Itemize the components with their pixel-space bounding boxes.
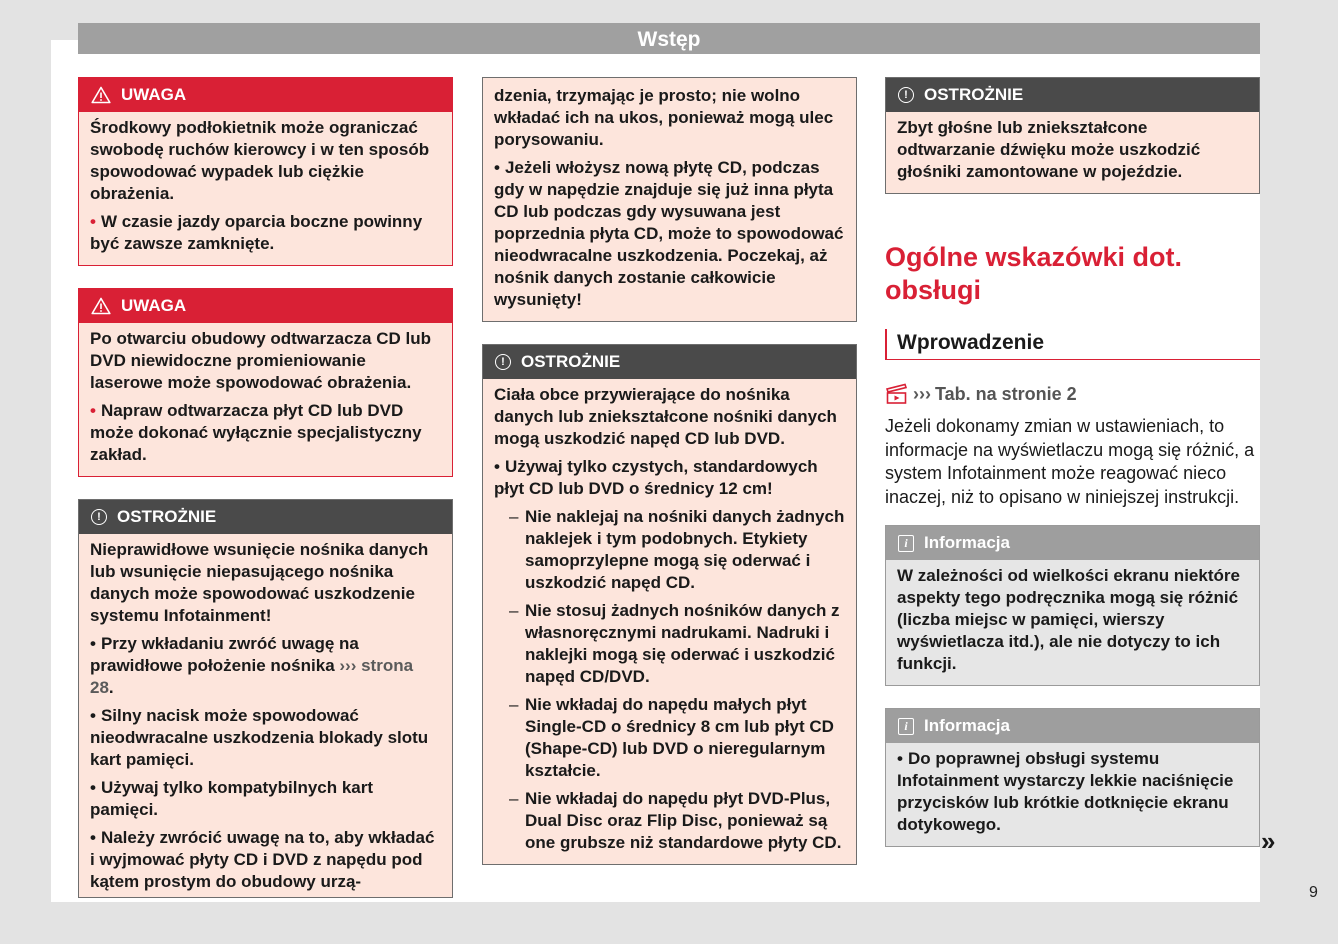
info-box	[885, 525, 1260, 686]
info-icon: i	[898, 535, 914, 552]
caution-bullet: • Przy wkładaniu zwróć uwagę na prawidłowe położenie nośnika ››› strona 28.	[90, 633, 441, 699]
caution-dash-item: – Nie wkładaj do napędu płyt DVD-Plus, Dual Disc oraz Flip Disc, ponieważ są one grubsze niż standardowe płyty CD.	[494, 788, 845, 854]
intro-paragraph: Jeżeli dokonamy zmian w ustawieniach, to informacje na wyświetlaczu mogą się różnić, a system Infotainment może reagować nieco inaczej, niż to opisano w niniejszej instrukcji.	[885, 416, 1255, 507]
caution-box-title: OSTROŻNIE	[521, 352, 621, 371]
warning-bullet: • Napraw odtwarzacza płyt CD lub DVD może dokonać wyłącznie specjalistyczny zakład.	[90, 400, 441, 466]
caution-box-header	[886, 78, 1259, 112]
caution-bullet: • Należy zwrócić uwagę na to, aby wkładać i wyjmować płyty CD i DVD z napędu pod kątem prostym do obudowy urzą-	[90, 827, 441, 893]
section-title: Ogólne wskazówki dot. obsługi	[885, 242, 1183, 305]
caution-box	[482, 344, 857, 865]
caution-dash-item: – Nie wkładaj do napędu małych płyt Single-CD o średnicy 8 cm lub płyt CD (Shape-CD) lub DVD o nieregularnym kształcie.	[494, 694, 845, 782]
warning-triangle-icon	[91, 86, 111, 104]
caution-dash-item: – Nie naklejaj na nośniki danych żadnych naklejek i tym podobnych. Etykiety samoprzylepne mogą się oderwać i uszkodzić napęd CD.	[494, 506, 845, 594]
warning-box-title: UWAGA	[121, 85, 187, 104]
caution-text: dzenia, trzymając je prosto; nie wolno wkładać ich na ukos, ponieważ mogą ulec porysowaniu.	[494, 86, 834, 149]
caution-box	[885, 77, 1260, 194]
cross-reference-arrow: ›››	[339, 656, 357, 675]
exclamation-circle-icon: !	[495, 354, 511, 370]
video-clapper-icon	[885, 383, 909, 405]
caution-bullet: • Używaj tylko kompatybilnych kart pamięci.	[90, 777, 441, 821]
warning-box-title: UWAGA	[121, 296, 187, 315]
caution-box-title: OSTROŻNIE	[117, 507, 217, 526]
warning-box	[78, 288, 453, 477]
cross-reference-arrow: ›››	[913, 383, 931, 404]
warning-box-header	[79, 289, 452, 323]
info-bullet: • Do poprawnej obsługi systemu Infotainment wystarczy lekkie naciśnięcie przycisków lub krótkie dotknięcie ekranu dotykowego.	[897, 748, 1248, 836]
caution-bullet: • Jeżeli włożysz nową płytę CD, podczas gdy w napędzie znajduje się już inna płyta CD lub podczas gdy wysuwana jest poprzednia płyta CD, może to spowodować nieodwracalne uszkodzenia. Poczekaj, aż nośnik danych zostanie całkowicie wysunięty!	[494, 157, 845, 311]
warning-triangle-icon	[91, 297, 111, 315]
caution-text: Zbyt głośne lub zniekształcone odtwarzanie dźwięku może uszkodzić głośniki zamontowane w pojeździe.	[897, 118, 1201, 181]
info-box-header	[886, 526, 1259, 560]
exclamation-circle-icon: !	[898, 87, 914, 103]
reference-text[interactable]: Tab. na stronie 2	[934, 383, 1077, 404]
warning-bullet: • W czasie jazdy oparcia boczne powinny być zawsze zamknięte.	[90, 211, 441, 255]
info-box-header	[886, 709, 1259, 743]
subsection-title: Wprowadzenie	[885, 329, 1260, 360]
warning-text: Środkowy podłokietnik może ograniczać swobodę ruchów kierowcy i w ten sposób spowodować wypadek lub ciężkie obrażenia.	[90, 118, 430, 203]
caution-box	[78, 499, 453, 898]
column-right	[885, 77, 1260, 869]
warning-text: Po otwarciu obudowy odtwarzacza CD lub DVD niewidoczne promieniowanie laserowe może spowodować obrażenia.	[90, 329, 431, 392]
info-text: W zależności od wielkości ekranu niektóre aspekty tego podręcznika mogą się różnić (liczba miejsc w pamięci, wierszy wyświetlacza itd.), ale nie dotyczy to ich funkcji.	[897, 566, 1240, 673]
caution-box-continued	[482, 77, 857, 322]
column-middle	[482, 77, 857, 887]
info-box	[885, 708, 1260, 847]
page-number: 9	[1309, 884, 1318, 901]
page-reference-link[interactable]: strona 28	[90, 656, 414, 697]
warning-box	[78, 77, 453, 266]
exclamation-circle-icon: !	[91, 509, 107, 525]
chapter-header	[78, 23, 1260, 54]
figure-reference[interactable]	[885, 383, 1260, 405]
column-left	[78, 77, 453, 920]
info-box-title: Informacja	[924, 533, 1010, 552]
caution-bullet: • Używaj tylko czystych, standardowych płyt CD lub DVD o średnicy 12 cm!	[494, 456, 845, 500]
caution-text: Nieprawidłowe wsunięcie nośnika danych lub wsunięcie niepasującego nośnika danych może spowodować uszkodzenie systemu Infotainment!	[90, 540, 429, 625]
info-icon: i	[898, 718, 914, 735]
caution-bullet: • Silny nacisk może spowodować nieodwracalne uszkodzenia blokady slotu kart pamięci.	[90, 705, 441, 771]
info-box-title: Informacja	[924, 716, 1010, 735]
caution-box-header	[79, 500, 452, 534]
warning-box-header	[79, 78, 452, 112]
continued-on-next-page-icon: »	[1261, 826, 1276, 856]
caution-text: Ciała obce przywierające do nośnika danych lub zniekształcone nośniki danych mogą uszkodzić napęd CD lub DVD.	[494, 385, 837, 448]
chapter-title: Wstęp	[637, 28, 701, 51]
caution-dash-item: – Nie stosuj żadnych nośników danych z własnoręcznymi nadrukami. Nadruki i naklejki mogą się oderwać i uszkodzić napęd CD/DVD.	[494, 600, 845, 688]
caution-box-title: OSTROŻNIE	[924, 85, 1024, 104]
caution-box-header	[483, 345, 856, 379]
